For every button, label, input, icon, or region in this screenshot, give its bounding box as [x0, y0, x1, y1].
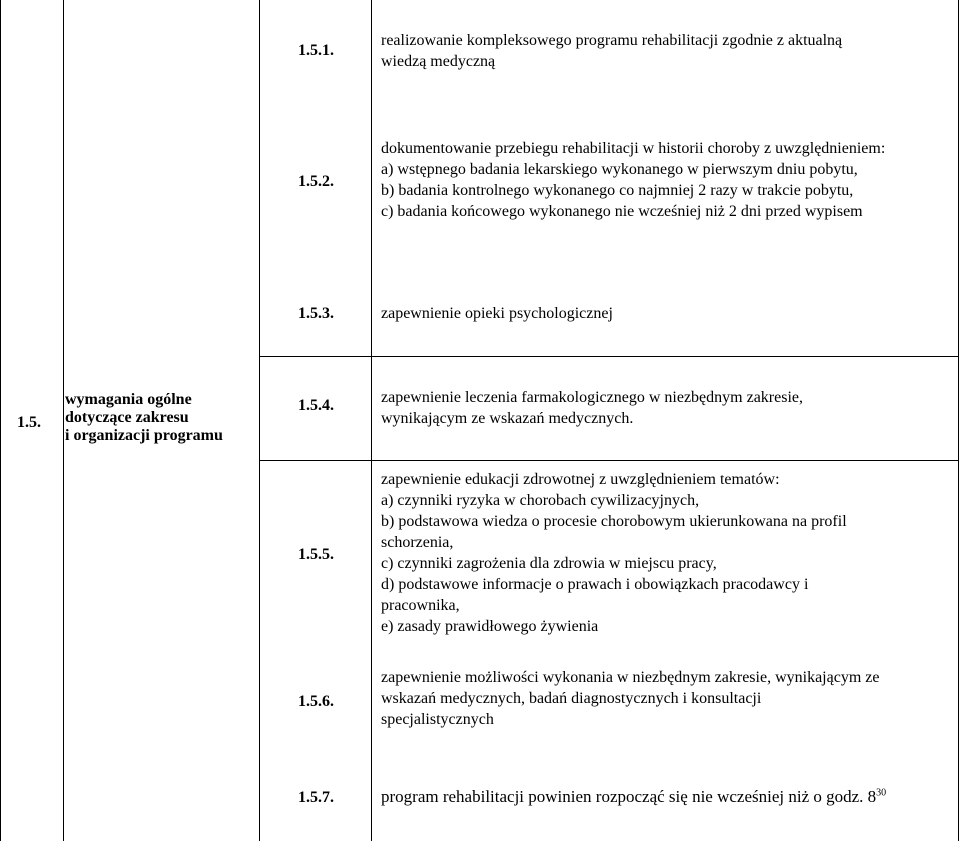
row-text — [381, 387, 803, 429]
row-text-line: a) wstępnego badania lekarskiego wykonanego w pierwszym dniu pobytu, — [381, 161, 858, 178]
row-text-line: zapewnienie edukacji zdrowotnej z uwzględnieniem tematów: — [381, 471, 780, 488]
row-text-line: d) podstawowe informacje o prawach i obowiązkach pracodawcy i — [381, 576, 809, 593]
table-divider-1 — [63, 0, 64, 841]
row-text — [381, 30, 842, 72]
row-number: 1.5.5. — [298, 546, 334, 563]
row-text-line: e) zasady prawidłowego żywienia — [381, 618, 599, 635]
row-text-line: b) badania kontrolnego wykonanego co najmniej 2 razy w trakcie pobytu, — [381, 182, 854, 199]
row-text-line: specjalistycznych — [381, 711, 494, 728]
row-text-line: schorzenia, — [381, 534, 454, 551]
row-text-line: dokumentowanie przebiegu rehabilitacji w historii choroby z uwzględnieniem: — [381, 140, 886, 157]
row-text-line: program rehabilitacji powinien rozpocząć się nie wcześniej niż o godz. 8 — [381, 787, 877, 806]
row-text — [381, 667, 879, 730]
row-text-line: zapewnienie możliwości wykonania w niezbędnym zakresie, wynikającym ze — [381, 669, 880, 686]
table-divider-3 — [371, 0, 372, 841]
row-text-line: zapewnienie leczenia farmakologicznego w niezbędnym zakresie, — [381, 389, 804, 406]
row-text-line: wynikającym ze wskazań medycznych. — [381, 410, 634, 427]
section-title-line: dotyczące zakresu — [65, 409, 189, 426]
row-text-line: c) badania końcowego wykonanego nie wcześniej niż 2 dni przed wypisem — [381, 203, 863, 220]
row-number: 1.5.1. — [298, 42, 334, 59]
row-text-line: pracownika, — [381, 597, 460, 614]
row-text-line: zapewnienie opieki psychologicznej — [381, 305, 613, 322]
row-number: 1.5.7. — [298, 789, 334, 806]
section-title-line: i organizacji programu — [65, 427, 223, 444]
table-divider-2 — [259, 0, 260, 841]
row-text-line: wskazań medycznych, badań diagnostycznych i konsultacji — [381, 690, 762, 707]
time-superscript: 30 — [876, 787, 887, 799]
row-text-line: realizowanie kompleksowego programu rehabilitacji zgodnie z aktualną — [381, 32, 843, 49]
row-text — [381, 138, 885, 222]
row-number: 1.5.2. — [298, 173, 334, 190]
row-number: 1.5.6. — [298, 693, 334, 710]
row-text-line: b) podstawowa wiedza o procesie chorobowym ukierunkowana na profil — [381, 513, 847, 530]
section-number: 1.5. — [17, 414, 41, 431]
section-title-line: wymagania ogólne — [65, 391, 192, 408]
row-text-line: wiedzą medyczną — [381, 53, 496, 70]
row-number: 1.5.4. — [298, 397, 334, 414]
row-text — [381, 303, 613, 324]
row-text — [381, 469, 847, 637]
table-border-left — [0, 0, 1, 841]
row-divider-lower — [259, 460, 959, 461]
table-border-right — [958, 0, 959, 841]
row-text-line: c) czynniki zagrożenia dla zdrowia w miejscu pracy, — [381, 555, 717, 572]
section-title — [65, 391, 223, 445]
row-text — [381, 786, 886, 807]
row-number: 1.5.3. — [298, 305, 334, 322]
row-text-line: a) czynniki ryzyka w chorobach cywilizacyjnych, — [381, 492, 700, 509]
row-divider-upper — [259, 356, 959, 357]
